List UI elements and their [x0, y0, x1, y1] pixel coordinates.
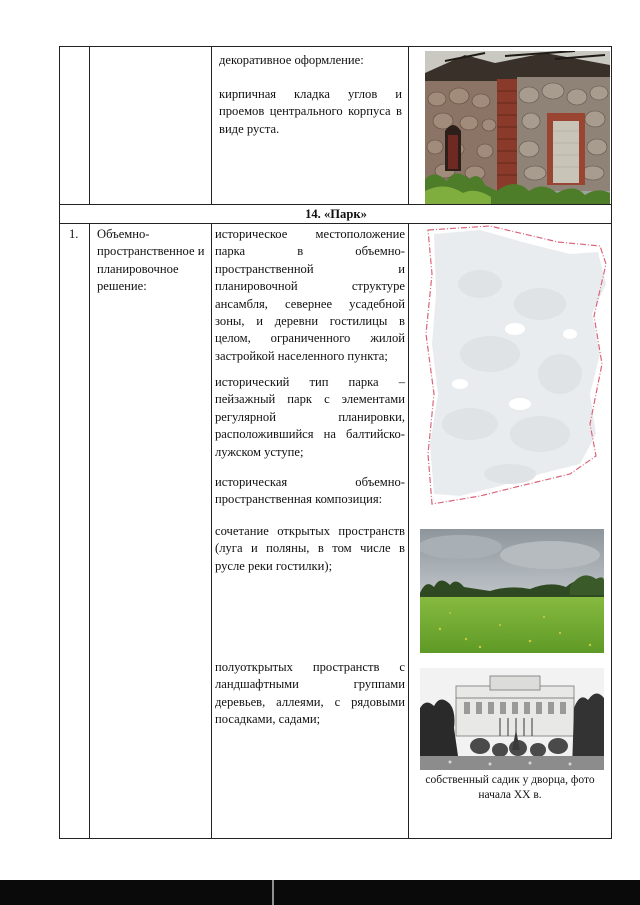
scan-footer-split	[272, 880, 274, 905]
decor-heading: декоративное оформление:	[219, 53, 364, 67]
scan-footer-bar	[0, 880, 640, 905]
section-title: 14. «Парк»	[305, 207, 367, 221]
ruin-photo-drawing	[425, 51, 610, 204]
brick-masonry-text: кирпичная кладка углов и проемов центрального корпуса в виде руста.	[219, 87, 402, 136]
palace-photo-caption: собственный садик у дворца, фото начала XX в.	[425, 774, 595, 801]
meadow-photo	[420, 529, 604, 653]
table-border-top	[59, 46, 612, 47]
row-name: Объемно-пространственное и планировочное решение:	[97, 227, 205, 294]
palace-archival-photo	[420, 668, 604, 770]
park-boundary-map-drawing	[420, 224, 610, 514]
ruin-photo	[425, 51, 610, 204]
col-divider-2-top	[211, 46, 212, 204]
row-number: 1.	[69, 227, 79, 241]
meadow-photo-drawing	[420, 529, 604, 653]
col-divider-1	[89, 223, 90, 838]
col-divider-3	[408, 223, 409, 838]
palace-archival-photo-drawing	[420, 668, 604, 770]
paragraph-composition: историческая объемно-пространственная композиция:	[215, 475, 405, 507]
park-boundary-map	[420, 224, 610, 514]
paragraph-semi-open-spaces: полуоткрытых пространств с ландшафтными группами деревьев, аллеями, с рядовыми посадками, садами;	[215, 660, 405, 727]
table-border-right	[611, 46, 612, 839]
col-divider-2	[211, 223, 212, 838]
paragraph-open-spaces: сочетание открытых пространств (луга и поляны, в том числе в русле реки гостилки);	[215, 524, 405, 573]
paragraph-historic-location: историческое местоположение парка в объемно-пространственной и планировочной структуре ансамбля, севернее усадебной зоны, и деревни гостилицы в целом, ограниченного жилой застройкой населенного пункта;	[215, 227, 405, 363]
table-border-left	[59, 46, 60, 839]
col-divider-3-top	[408, 46, 409, 204]
paragraph-park-type: исторический тип парка – пейзажный парк с элементами регулярной планировки, расположившийся на балтийско-лужском уступе;	[215, 375, 405, 459]
table-border-bottom	[59, 838, 612, 839]
col-divider-1-top	[89, 46, 90, 204]
